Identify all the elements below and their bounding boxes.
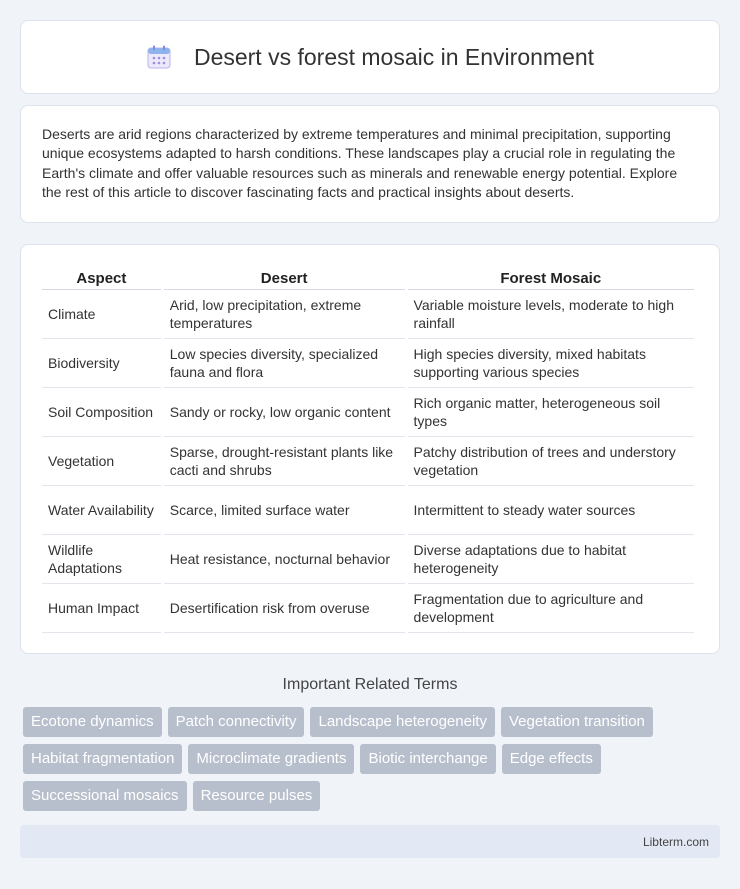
- calendar-icon: [146, 44, 172, 70]
- related-term-tag[interactable]: Vegetation transition: [501, 707, 653, 737]
- page-title: Desert vs forest mosaic in Environment: [193, 43, 595, 70]
- cell-desert: Desertification risk from overuse: [164, 584, 405, 633]
- cell-aspect: Biodiversity: [42, 339, 161, 388]
- cell-aspect: Soil Composition: [42, 388, 161, 437]
- related-term-tag[interactable]: Resource pulses: [193, 781, 321, 811]
- related-terms-list: [23, 707, 713, 811]
- related-term-tag[interactable]: Patch connectivity: [168, 707, 305, 737]
- cell-forest: Patchy distribution of trees and understory vegetation: [408, 437, 694, 486]
- cell-desert: Scarce, limited surface water: [164, 486, 405, 535]
- cell-forest: Fragmentation due to agriculture and development: [408, 584, 694, 633]
- cell-desert: Low species diversity, specialized fauna and flora: [164, 339, 405, 388]
- related-terms-title: Important Related Terms: [282, 676, 458, 693]
- cell-desert: Arid, low precipitation, extreme temperatures: [164, 290, 405, 339]
- cell-aspect: Human Impact: [42, 584, 161, 633]
- table-row: [42, 290, 694, 339]
- related-term-tag[interactable]: Landscape heterogeneity: [310, 707, 494, 737]
- cell-forest: Diverse adaptations due to habitat heterogeneity: [408, 535, 694, 584]
- related-term-tag[interactable]: Microclimate gradients: [188, 744, 354, 774]
- table-row: [42, 388, 694, 437]
- cell-aspect: Vegetation: [42, 437, 161, 486]
- cell-aspect: Climate: [42, 290, 161, 339]
- table-header-row: [42, 266, 694, 290]
- table-row: [42, 535, 694, 584]
- related-term-tag[interactable]: Successional mosaics: [23, 781, 187, 811]
- intro-paragraph: Deserts are arid regions characterized by extreme temperatures and minimal precipitation, supporting unique ecosystems adapted to harsh conditions. These landscapes play a crucial role in regulating the Earth's climate and offer valuable resources such as minerals and renewable energy potential. Explore the rest of this article to discover fascinating facts and practical insights about deserts.: [42, 126, 678, 200]
- cell-forest: High species diversity, mixed habitats supporting various species: [408, 339, 694, 388]
- cell-desert: Sparse, drought-resistant plants like cacti and shrubs: [164, 437, 405, 486]
- table-row: [42, 339, 694, 388]
- related-term-tag[interactable]: Edge effects: [502, 744, 601, 774]
- cell-forest: Variable moisture levels, moderate to high rainfall: [408, 290, 694, 339]
- comparison-table: [39, 266, 697, 633]
- related-term-tag[interactable]: Ecotone dynamics: [23, 707, 162, 737]
- cell-desert: Sandy or rocky, low organic content: [164, 388, 405, 437]
- cell-forest: Intermittent to steady water sources: [408, 486, 694, 535]
- header-aspect: Aspect: [42, 266, 161, 290]
- table-row: [42, 584, 694, 633]
- footer: [20, 825, 720, 858]
- header-desert: Desert: [164, 266, 405, 290]
- cell-desert: Heat resistance, nocturnal behavior: [164, 535, 405, 584]
- related-term-tag[interactable]: Biotic interchange: [360, 744, 495, 774]
- intro-card: [20, 105, 720, 223]
- table-row: [42, 486, 694, 535]
- related-term-tag[interactable]: Habitat fragmentation: [23, 744, 182, 774]
- footer-site-link[interactable]: Libterm.com: [642, 834, 709, 849]
- comparison-card: [20, 244, 720, 654]
- cell-forest: Rich organic matter, heterogeneous soil types: [408, 388, 694, 437]
- title-wrap: [146, 44, 594, 71]
- cell-aspect: Water Availability: [42, 486, 161, 535]
- header-forest-mosaic: Forest Mosaic: [408, 266, 694, 290]
- table-row: [42, 437, 694, 486]
- cell-aspect: Wildlife Adaptations: [42, 535, 161, 584]
- header-card: [20, 20, 720, 94]
